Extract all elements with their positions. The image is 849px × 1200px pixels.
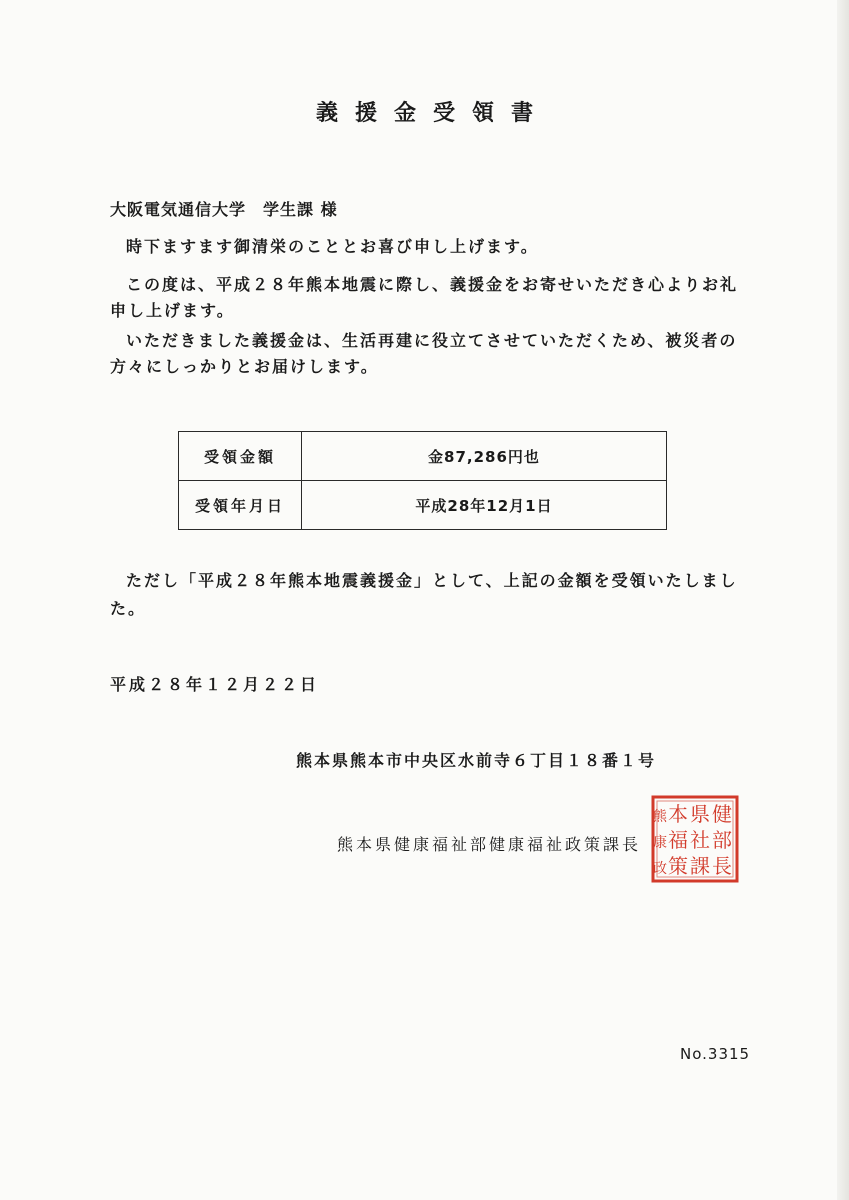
table-row — [179, 432, 667, 481]
svg-text:熊: 熊 — [653, 809, 667, 825]
svg-text:政: 政 — [653, 861, 667, 877]
svg-text:本: 本 — [668, 802, 688, 826]
svg-text:福: 福 — [668, 828, 688, 852]
amount-value: 金87,286円也 — [302, 432, 667, 481]
svg-text:部: 部 — [712, 828, 732, 852]
usage-paragraph: いただきました義援金は、生活再建に役立てさせていただくため、被災者の方々にしっかりとお届けします。 — [110, 331, 738, 376]
svg-text:社: 社 — [690, 828, 710, 852]
issuer-address: 熊本県熊本市中央区水前寺６丁目１８番１号 — [296, 751, 657, 770]
table-row — [179, 481, 667, 530]
svg-text:課: 課 — [690, 854, 710, 878]
closing-paragraph: ただし「平成２８年熊本地震義援金」として、上記の金額を受領いたしました。 — [110, 571, 738, 618]
issuer-title: 熊本県健康福祉部健康福祉政策課長 — [337, 835, 642, 854]
thanks-paragraph: この度は、平成２８年熊本地震に際し、義援金をお寄せいただき心よりお礼申し上げます。 — [110, 275, 739, 320]
issue-date: 平成２８年１２月２２日 — [110, 675, 320, 694]
document-title: 義援金受領書 — [315, 101, 550, 126]
page-edge-shadow — [837, 0, 849, 1200]
greeting-paragraph: 時下ますます御清栄のこととお喜び申し上げます。 — [126, 237, 539, 256]
document-number: No.3315 — [680, 1045, 751, 1063]
recipient-line: 大阪電気通信大学 学生課 様 — [110, 200, 338, 219]
receipt-details-table — [178, 431, 667, 530]
official-seal-stamp — [650, 794, 740, 884]
svg-text:健: 健 — [712, 802, 732, 826]
receipt-date-value: 平成28年12月1日 — [302, 481, 667, 530]
svg-text:長: 長 — [712, 854, 732, 878]
amount-label: 受領金額 — [179, 432, 302, 481]
receipt-date-label: 受領年月日 — [179, 481, 302, 530]
svg-text:康: 康 — [653, 835, 667, 851]
svg-text:策: 策 — [668, 854, 688, 878]
svg-text:県: 県 — [690, 802, 710, 826]
